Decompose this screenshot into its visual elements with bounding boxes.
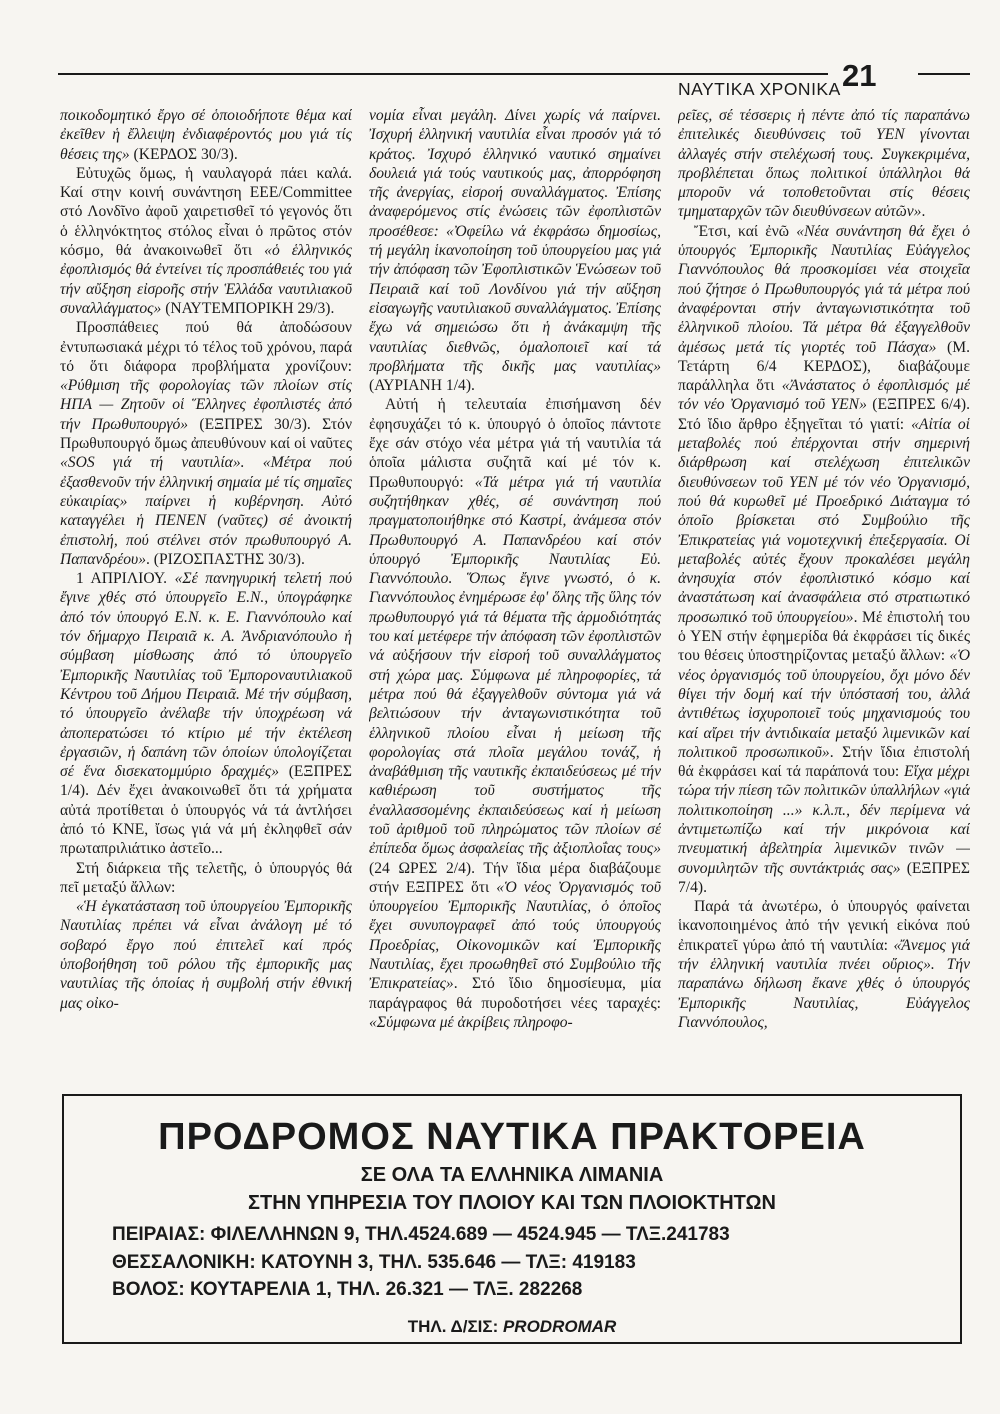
body-text: Προσπάθειες πού θά ἀποδώσουν ἐντυπωσιακά μέχρι τό τέλος τοῦ χρόνου, παρά τό ὅτι διάφορα προβλήματα χρονίζουν:: [60, 319, 352, 375]
quote-text: «Ἄνεμος γιά τήν ἑλληνική ναυτιλία πνέει οὔριος». Τήν παραπάνω δήλωση ἔκανε χθές ὁ ὑπουργός Ἐμπορικῆς Ναυτιλίας, Εὐάγγελος Γιαννόπουλος,: [678, 936, 970, 1031]
quote-text: ρεῖες, σέ τέσσερις ἡ πέντε ἀπό τίς παραπάνω ἐπιτελικές διευθύνσεις τοῦ ΥΕΝ γίνονται ἀλλαγές στήν στελέχωσή τους. Συγκεκριμένα, προβλέπεται ὅπως πολιτικοί ὑπάλληλοι θά μποροῦν νά τοποθετοῦνται στίς θέσεις τμηματαρχῶν τῶν διευθύνσεων αὐτῶν»: [678, 107, 970, 221]
body-text: (ΕΞΠΡΕΣ 30/3). Στόν Πρωθυπουργό ὅμως ἀπευθύνουν καί οἱ ναῦτες: [60, 415, 352, 453]
paragraph: [60, 164, 352, 318]
paragraph: [369, 395, 661, 1032]
body-text: (ΕΞΠΡΕΣ 7/4).: [678, 859, 970, 896]
body-text: .: [921, 203, 926, 221]
body-text: . (ΡΙΖΟΣΠΑΣΤΗΣ 30/3).: [146, 550, 305, 568]
ad-subtitle: ΣΕ ΟΛΑ ΤΑ ΕΛΛΗΝΙΚΑ ΛΙΜΑΝΙΑ: [360, 1164, 664, 1186]
paragraph: [369, 106, 661, 395]
body-text: (ΝΑΥΤΕΜΠΟΡΙΚΗ 29/3).: [161, 299, 335, 317]
quote-text: «ὁ ἑλληνικός ἐφοπλισμός θά ἐντείνει τίς προσπάθειές του γιά τήν αὔξηση εἰσροῆς στήν Ἑλλάδα ναυτιλιακοῦ συναλλάγματος»: [60, 242, 352, 317]
body-text: (ΑΥΡΙΑΝΗ 1/4).: [369, 377, 475, 395]
ad-address-piraeus: ΠΕΙΡΑΙΑΣ: ΦΙΛΕΛΛΗΝΩΝ 9, ΤΗΛ.4524.689 — 4524.945 — ΤΛΞ.241783: [112, 1224, 730, 1245]
article-columns: [60, 106, 970, 1076]
quote-text: «Σύμφωνα μέ ἀκρίβεις πληροφο-: [369, 1013, 573, 1031]
paragraph: [60, 569, 352, 858]
ad-cable-address: [64, 1317, 960, 1337]
paragraph: [60, 859, 352, 898]
body-text: (ΕΞΠΡΕΣ 1/4). Δέν ἔχει ἀνακοινωθεῖ ὅτι τά χρήματα αὐτά προτίθεται ὁ ὑπουργός νά τά ἀντλήσει ἀπό τό ΚΝΕ, ἴσως γιά νά μή ἐκληφθεῖ σάν πρωταπριλιάτικο ἀστεῖο...: [60, 763, 352, 858]
header-rule-right: [918, 73, 970, 75]
paragraph: [60, 897, 352, 1013]
quote-text: ποικοδομητικό ἔργο σέ ὁποιοδήποτε θέμα καί ἐκεῖθεν ἡ ἔλλειψη ἐνδιαφέροντός μου γιά τίς θέσεις της»: [60, 107, 352, 163]
ad-cable-label: ΤΗΛ. Δ/ΣΙΣ:: [407, 1317, 503, 1336]
body-text: (Μ. Τετάρτη 6/4 ΚΕΡΔΟΣ), διαβάζουμε παράλληλα ὅτι: [678, 338, 970, 395]
running-head: ΝΑΥΤΙΚΑ ΧΡΟΝΙΚΑ: [678, 79, 841, 99]
body-text: Ἔτσι, καί ἐνῶ: [694, 222, 797, 240]
quote-text: «Σέ πανηγυρική τελετή πού ἔγινε χθές στό ὑπουργεῖο Ε.Ν., ὑπογράφηκε ἀπό τόν ὑπουργό Ε.Ν. κ. Ε. Γιαννόπουλο καί τόν δήμαρχο Πειραιᾶ κ. Α. Ἀνδριανόπουλο ἡ σύμβαση μίσθωσης ἀπό τό ὑπουργεῖο Ἐμπορικῆς Ναυτιλίας τοῦ Ἐμποροναυτιλιακοῦ Κέντρου τοῦ Δήμου Πειραιᾶ. Μέ τήν σύμβαση, τό ὑπουργεῖο ἀνέλαβε τήν ὑποχρέωση νά ἀποπερατώσει τό κτίριο μέ τήν ἐκτέλεση ἐργασιῶν, ἡ δαπάνη τῶν ὁποίων ὑπολογίζεται σέ ἕνα δισεκατομμύριο δραχμές»: [60, 570, 352, 781]
body-text: (24 ΩΡΕΣ 2/4). Τήν ἴδια μέρα διαβάζουμε στήν ΕΞΠΡΕΣ ὅτι: [369, 859, 661, 896]
body-text: . Μέ ἐπιστολή του ὁ ΥΕΝ στήν ἐφημερίδα θά ἐκφράσει τίς δικές του θέσεις ὑποστηρίζοντας μεταξύ ἄλλων:: [678, 608, 970, 665]
header-rule-left: [58, 73, 828, 75]
paragraph: [678, 106, 970, 222]
quote-text: «Ὁ νέος Ὀργανισμός τοῦ ὑπουργείου Ἐμπορικῆς Ναυτιλίας, ὁ ὁποῖος ἔχει συνυπογραφεῖ ἀπό τούς ὑπουργούς Προεδρίας, Οἰκονομικῶν καί Ἐμπορικῆς Ναυτιλίας, ἔχει προωθηθεῖ στό Συμβούλιο τῆς Ἐπικρατείας»: [369, 878, 661, 993]
ad-address-volos: ΒΟΛΟΣ: ΚΟΥΤΑΡΕΛΙΑ 1, ΤΗΛ. 26.321 — ΤΛΞ. 282268: [112, 1279, 583, 1300]
paragraph: [678, 222, 970, 897]
advertisement-box: [62, 1094, 962, 1344]
quote-text: «Τά μέτρα γιά τή ναυτιλία συζητήθηκαν χθές, σέ συνάντηση πού πραγματοποιήθηκε στό Καστρί, ἀνάμεσα στόν Πρωθυπουργό Α. Παπανδρέου καί στόν ὑπουργό Ἐμπορικῆς Ναυτιλίας Εὐ. Γιαννόπουλο. Ὅπως ἔγινε γνωστό, ὁ κ. Γιαννόπουλος ἐνημέρωσε ἐφ' ὅλης τῆς ὕλης τόν πρωθυπουργό γιά τά θέματα τῆς ἁρμοδιότητάς του καί μετέφερε τήν ἀπόφαση τῶν ἐφοπλιστῶν νά αὐξήσουν τήν εἰσροή τοῦ συναλλάγματος στή χώρα μας. Σύμφωνα μέ πληροφορίες, τά μέτρα πού θά ἐξαγγελθοῦν σύντομα γιά νά βελτιώσουν τήν ἀνταγωνιστικότητα τοῦ ἑλληνικοῦ πλοίου εἶναι ἡ μείωση τῆς φορολογίας στά πλοῖα μεγάλου τονάζ, ἡ ἀναβάθμιση τῆς ναυτικῆς ἐκπαιδεύσεως μέ τήν καθιέρωση τοῦ συστήματος τῆς ἐναλλασσομένης ἐκπαιδεύσεως καί ἡ μείωση τοῦ ἀριθμοῦ τοῦ πληρώματος τῶν πλοίων σέ ἐπίπεδα ὅμως ἀσφαλείας τῆς ἀξιοπλοΐας τους»: [369, 473, 661, 858]
body-text: Αὐτή ἡ τελευταία ἐπισήμανση δέν ἐφησυχάζει τό κ. ὑπουργό ὁ ὁποῖος πάντοτε ἔχε σάν στόχο νέα μέτρα γιά τή ναυτιλία τά ὁποῖα μάλιστα συζητᾶ καί μέ τόν κ. Πρωθυπουργό:: [369, 396, 661, 491]
page-number: 21: [842, 58, 877, 93]
paragraph: [60, 318, 352, 569]
quote-text: Εἴχα μέχρι τώρα τήν πίεση τῶν πολιτικῶν ὑπαλλήλων «γιά πολιτικοποίηση ...» κ.λ.π., δέν περίμενα νά ἀντιμετωπίζω καί τήν μικρόνοια καί πνευματική ἀβελτηρία λιμενικῶν τινῶν — συνομιλητῶν τῆς συντάκτριάς σας»: [678, 763, 970, 877]
body-text: 1 ΑΠΡΙΛΙΟΥ.: [76, 570, 175, 588]
quote-text: «Ὁ νέος ὀργανισμός τοῦ ὑπουργείου, ὄχι μόνο δέν θίγει τήν δομή καί τήν ὑπόστασή του, ἀλλά ἀντιθέτως ἰσχυροποιεῖ τούς μηχανισμούς του καί αἴρει τήν ἀντιδικαία μεταξύ λιμενικῶν καί πολιτικοῦ προσωπικοῦ»: [678, 647, 970, 761]
ad-address-thessaloniki: ΘΕΣΣΑΛΟΝΙΚΗ: ΚΑΤΟΥΝΗ 3, ΤΗΛ. 535.646 — ΤΛΞ: 419183: [112, 1252, 636, 1273]
body-text: Παρά τά ἀνωτέρω, ὁ ὑπουργός φαίνεται ἱκανοποιημένος ἀπό τήν γενική εἰκόνα πού ἐπικρατεῖ γύρω ἀπό τή ναυτιλία:: [678, 898, 970, 954]
ad-subtitle: ΣΤΗΝ ΥΠΗΡΕΣΙΑ ΤΟΥ ΠΛΟΙΟΥ ΚΑΙ ΤΩΝ ΠΛΟΙΟΚΤΗΤΩΝ: [247, 1192, 777, 1214]
ad-title: ΠΡΟΔΡΟΜΟΣ ΝΑΥΤΙΚΑ ΠΡΑΚΤΟΡΕΙΑ: [158, 1116, 866, 1158]
column-1: [60, 106, 352, 1076]
quote-text: «Ρύθμιση τῆς φορολογίας τῶν πλοίων στίς ΗΠΑ — Ζητοῦν οἱ Ἕλληνες ἐφοπλιστές ἀπό τήν Πρωθυπουργό»: [60, 377, 352, 433]
paragraph: [678, 897, 970, 1032]
quote-text: νομία εἶναι μεγάλη. Δίνει χωρίς νά παίρνει. Ἰσχυρή ἑλληνική ναυτιλία εἶναι προσόν γιά τό κράτος. Ἰσχυρό ἑλληνικό ναυτικό σημαίνει δουλειά γιά τούς ναυτικούς μας, ἀπορρόφηση τῆς ἀνεργίας, εἰσροή συναλλάγματος. Ἐπίσης ἀναφερόμενος στίς ἐνώσεις τῶν ἐφοπλιστῶν προσέθεσε: «Ὀφείλω νά ἐκφράσω δημοσίως, τή μεγάλη ἱκανοποίηση τοῦ ὑπουργείου μας γιά τήν ἀπόφαση τῶν Ἐφοπλιστικῶν Ἑνώσεων τοῦ Πειραιᾶ καί τοῦ Λονδίνου γιά τήν αὔξηση εἰσαγωγῆς ναυτιλιακοῦ συναλλάγματος. Ἐπίσης ἔχω νά σημειώσω ὅτι ἡ ἀνάκαμψη τῆς ναυτιλίας διεθνῶς, ὁμαλοποιεῖ καί τά προβλήματα τῆς δικῆς μας ναυτιλίας»: [369, 107, 661, 375]
body-text: . Στήν ἴδια ἐπιστολή θά ἐκφράσει καί τά παράπονά του:: [678, 743, 970, 781]
column-3: [678, 106, 970, 1076]
quote-text: «Αἰτία οἱ μεταβολές πού ἐπέρχονται στήν σημερινή διάρθρωση καί στελέχωση ἐπιτελικῶν διευθύνσεων τοῦ ΥΕΝ μέ τόν νέο Ὀργανισμό, πού θά κυρωθεῖ μέ Προεδρικό Διάταγμα τό ὁποῖο βρίσκεται στό Συμβούλιο τῆς Ἐπικρατείας γιά νομοτεχνική ἐπεξεργασία. Οἱ μεταβολές αὐτές ἔχουν προκαλέσει μεγάλη ἀνησυχία στόν ἐφοπλιστικό κόσμο καί ἀναστάτωση καί ἀνασφάλεια στό στρατιωτικό προσωπικό τοῦ ὑπουργείου»: [678, 415, 970, 626]
ad-cable-value: PRODROMAR: [502, 1317, 617, 1336]
body-text: Εὐτυχῶς ὅμως, ἡ ναυλαγορά πάει καλά. Καί στην κοινή συνάντηση ΕΕΕ/Committee στό Λονδῖνο ἀφοῦ χαιρετισθεῖ τό γεγονός ὅτι ὁ ἑλληνόκτητος στόλος εἶναι ὁ πρῶτος στόν κόσμο, θά ἀνακοινωθεῖ ὅτι: [60, 164, 352, 260]
quote-text: «Ἡ ἐγκατάσταση τοῦ ὑπουργείου Ἐμπορικῆς Ναυτιλίας πρέπει νά εἶναι ἀνάλογη μέ τό σοβαρό ἔργο πού ἐπιτελεῖ καί πρός ὑποβοήθηση τοῦ ρόλου τῆς ἐμπορικῆς μας ναυτιλίας τῆς ὁποίας ἡ συμβολή στήν ἐθνική μας οἰκο-: [60, 898, 352, 1012]
body-text: Στή διάρκεια τῆς τελετῆς, ὁ ὑπουργός θά πεῖ μεταξύ ἄλλων:: [60, 859, 352, 896]
column-2: [369, 106, 661, 1076]
paragraph: [60, 106, 352, 164]
body-text: (ΚΕΡΔΟΣ 30/3).: [129, 145, 238, 163]
body-text: (ΕΞΠΡΕΣ 6/4). Στό ἴδιο ἄρθρο ἐξηγεῖται τό γιατί:: [678, 396, 970, 433]
quote-text: «SOS γιά τή ναυτιλία». «Μέτρα πού ἐξασθενοῦν τήν ἑλληνική σημαία μέ τίς σημαῖες εὐκαιρίας» παίρνει ἡ κυβέρνηση. Αὐτό καταγγέλει ἡ ΠΕΝΕΝ (ναῦτες) σέ ἀνοικτή ἐπιστολή, πού στέλνει στόν πρωθυπουργό Α. Παπανδρέου»: [60, 454, 352, 568]
body-text: . Στό ἴδιο δημοσίευμα, μία παράγραφος θά πυροδοτήσει νέες ταραχές:: [369, 975, 661, 1012]
quote-text: «Ἀνάστατος ὁ ἐφοπλισμός μέ τόν νέο Ὀργανισμό τοῦ ΥΕΝ»: [678, 377, 970, 414]
quote-text: «Νέα συνάντηση θά ἔχει ὁ ὑπουργός Ἐμπορικῆς Ναυτιλίας Εὐάγγελος Γιαννόπουλος θά προσκομίσει νέα στοιχεῖα πού ζήτησε ὁ Πρωθυπουργός γιά τά μέτρα πού ἀναφέρονται στήν ἀνταγωνιστικότητα τοῦ ἑλληνικοῦ πλοίου. Τά μέτρα θά ἐξαγγελθοῦν ἀμέσως μετά τίς γιορτές τοῦ Πάσχα»: [678, 222, 970, 356]
